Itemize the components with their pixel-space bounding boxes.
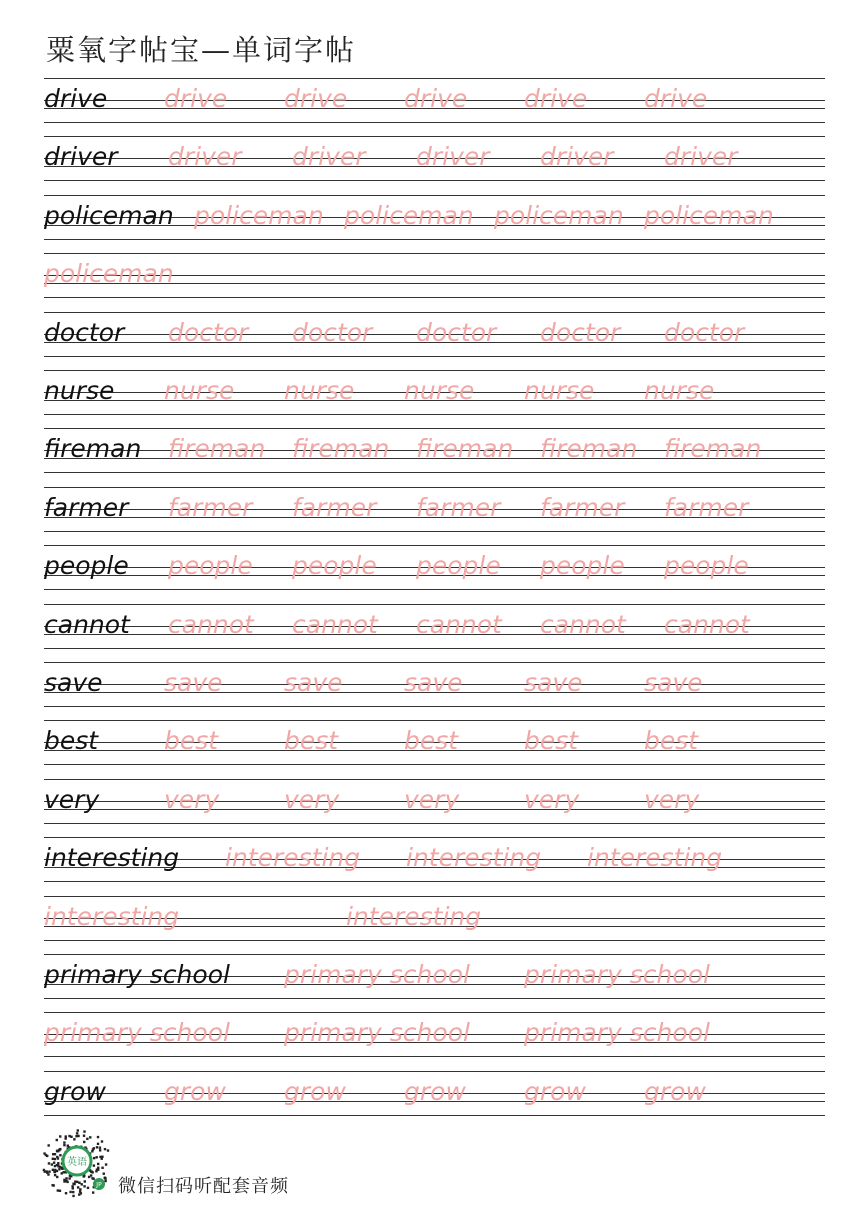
trace-word: nurse	[644, 376, 715, 405]
trace-word: best	[524, 726, 579, 756]
svg-text:JP: JP	[96, 1181, 102, 1189]
trace-word: farmer	[664, 492, 749, 522]
trace-word: grow	[524, 1076, 586, 1106]
trace-word: cannot	[292, 609, 378, 639]
model-word: nurse	[44, 376, 115, 405]
trace-word: best	[404, 726, 459, 756]
guide-line	[44, 706, 825, 707]
model-word: best	[44, 726, 99, 756]
trace-word: doctor	[664, 317, 745, 347]
trace-word: best	[164, 726, 219, 756]
trace-word: very	[284, 784, 340, 814]
trace-word: save	[524, 668, 583, 697]
guide-line	[44, 998, 825, 999]
guide-line	[44, 239, 825, 240]
guide-line	[44, 940, 825, 941]
guide-line	[44, 428, 825, 429]
trace-word: farmer	[292, 492, 377, 522]
trace-word: doctor	[168, 317, 249, 347]
trace-word: cannot	[168, 609, 254, 639]
practice-row	[44, 1071, 825, 1129]
trace-word: primary school	[284, 1018, 470, 1048]
guide-line	[44, 1056, 825, 1057]
guide-line	[44, 954, 825, 955]
model-word: doctor	[44, 317, 125, 347]
model-word: farmer	[44, 492, 129, 522]
trace-word: doctor	[540, 317, 621, 347]
trace-word: interesting	[44, 901, 180, 931]
practice-row	[44, 312, 825, 370]
trace-word: drive	[404, 84, 468, 113]
trace-word: primary school	[524, 960, 710, 989]
trace-word: policeman	[194, 200, 324, 230]
trace-word: save	[644, 668, 703, 697]
trace-word: driver	[540, 142, 614, 172]
guide-line	[44, 823, 825, 824]
trace-word: drive	[284, 84, 348, 113]
guide-line	[44, 896, 825, 897]
guide-line	[44, 531, 825, 532]
trace-word: policeman	[344, 200, 474, 230]
guide-line	[44, 136, 825, 137]
trace-word: drive	[164, 84, 228, 113]
model-word: interesting	[44, 843, 180, 873]
svg-text:英语: 英语	[67, 1157, 87, 1168]
trace-word: cannot	[416, 609, 502, 639]
qr-code-icon[interactable]	[42, 1128, 112, 1198]
trace-word: fireman	[292, 434, 390, 464]
trace-word: primary school	[284, 960, 470, 989]
trace-word: nurse	[284, 376, 355, 405]
trace-word: doctor	[292, 317, 373, 347]
guide-line	[44, 487, 825, 488]
practice-row	[44, 428, 825, 486]
practice-row	[44, 604, 825, 662]
practice-row	[44, 253, 825, 311]
trace-word: save	[284, 668, 343, 697]
trace-word: people	[416, 551, 501, 581]
model-word: grow	[44, 1076, 106, 1106]
practice-row	[44, 1012, 825, 1070]
trace-word: policeman	[494, 200, 624, 230]
trace-word: cannot	[664, 609, 750, 639]
trace-word: interesting	[587, 843, 723, 873]
trace-word: people	[292, 551, 377, 581]
guide-line	[44, 297, 825, 298]
page-title: 粟氧字帖宝—单词字帖	[46, 33, 357, 67]
model-word: fireman	[44, 434, 142, 464]
trace-word: fireman	[168, 434, 266, 464]
trace-word: best	[644, 726, 699, 756]
practice-row	[44, 136, 825, 194]
trace-word: nurse	[404, 376, 475, 405]
trace-word: drive	[644, 84, 708, 113]
trace-word: driver	[168, 142, 242, 172]
model-word: people	[44, 551, 129, 581]
guide-line	[44, 1071, 825, 1072]
trace-word: very	[404, 784, 460, 814]
guide-line	[44, 356, 825, 357]
guide-line	[44, 648, 825, 649]
trace-word: driver	[664, 142, 738, 172]
guide-line	[44, 779, 825, 780]
practice-row	[44, 720, 825, 778]
model-word: primary school	[44, 960, 230, 989]
guide-line	[44, 545, 825, 546]
guide-line	[44, 414, 825, 415]
model-word: drive	[44, 84, 108, 113]
guide-line	[44, 1115, 825, 1116]
guide-line	[44, 720, 825, 721]
footer-caption: 微信扫码听配套音频	[118, 1176, 289, 1197]
practice-row	[44, 954, 825, 1012]
trace-word: grow	[644, 1076, 706, 1106]
model-word: save	[44, 668, 103, 697]
trace-word: farmer	[540, 492, 625, 522]
trace-word: very	[164, 784, 220, 814]
guide-line	[44, 195, 825, 196]
guide-line	[44, 764, 825, 765]
guide-line	[44, 837, 825, 838]
trace-word: grow	[284, 1076, 346, 1106]
practice-row	[44, 370, 825, 428]
guide-line	[44, 122, 825, 123]
trace-word: fireman	[540, 434, 638, 464]
trace-word: very	[644, 784, 700, 814]
model-word: cannot	[44, 609, 130, 639]
practice-row	[44, 896, 825, 954]
trace-word: people	[664, 551, 749, 581]
trace-word: grow	[404, 1076, 466, 1106]
model-word: very	[44, 784, 100, 814]
trace-word: fireman	[416, 434, 514, 464]
trace-word: grow	[164, 1076, 226, 1106]
trace-word: fireman	[664, 434, 762, 464]
guide-line	[44, 1012, 825, 1013]
trace-word: drive	[524, 84, 588, 113]
trace-word: save	[164, 668, 223, 697]
trace-word: nurse	[524, 376, 595, 405]
guide-line	[44, 78, 825, 79]
practice-row	[44, 662, 825, 720]
trace-word: primary school	[44, 1018, 230, 1048]
trace-word: nurse	[164, 376, 235, 405]
model-word: driver	[44, 142, 118, 172]
trace-word: farmer	[416, 492, 501, 522]
guide-line	[44, 589, 825, 590]
trace-word: people	[540, 551, 625, 581]
trace-word: very	[524, 784, 580, 814]
trace-word: policeman	[44, 259, 174, 289]
trace-word: interesting	[225, 843, 361, 873]
trace-word: farmer	[168, 492, 253, 522]
footer	[42, 1128, 442, 1200]
practice-row	[44, 545, 825, 603]
trace-word: primary school	[524, 1018, 710, 1048]
trace-word: save	[404, 668, 463, 697]
guide-line	[44, 662, 825, 663]
guide-line	[44, 370, 825, 371]
guide-line	[44, 604, 825, 605]
practice-row	[44, 487, 825, 545]
trace-word: doctor	[416, 317, 497, 347]
trace-word: cannot	[540, 609, 626, 639]
practice-row	[44, 78, 825, 136]
trace-word: people	[168, 551, 253, 581]
trace-word: driver	[292, 142, 366, 172]
practice-row	[44, 837, 825, 895]
guide-line	[44, 180, 825, 181]
guide-line	[44, 312, 825, 313]
guide-line	[44, 881, 825, 882]
trace-word: policeman	[644, 200, 774, 230]
trace-word: interesting	[346, 901, 482, 931]
practice-row	[44, 779, 825, 837]
guide-line	[44, 253, 825, 254]
trace-word: interesting	[406, 843, 542, 873]
model-word: policeman	[44, 200, 174, 230]
trace-word: best	[284, 726, 339, 756]
trace-word: driver	[416, 142, 490, 172]
guide-line	[44, 472, 825, 473]
practice-row	[44, 195, 825, 253]
